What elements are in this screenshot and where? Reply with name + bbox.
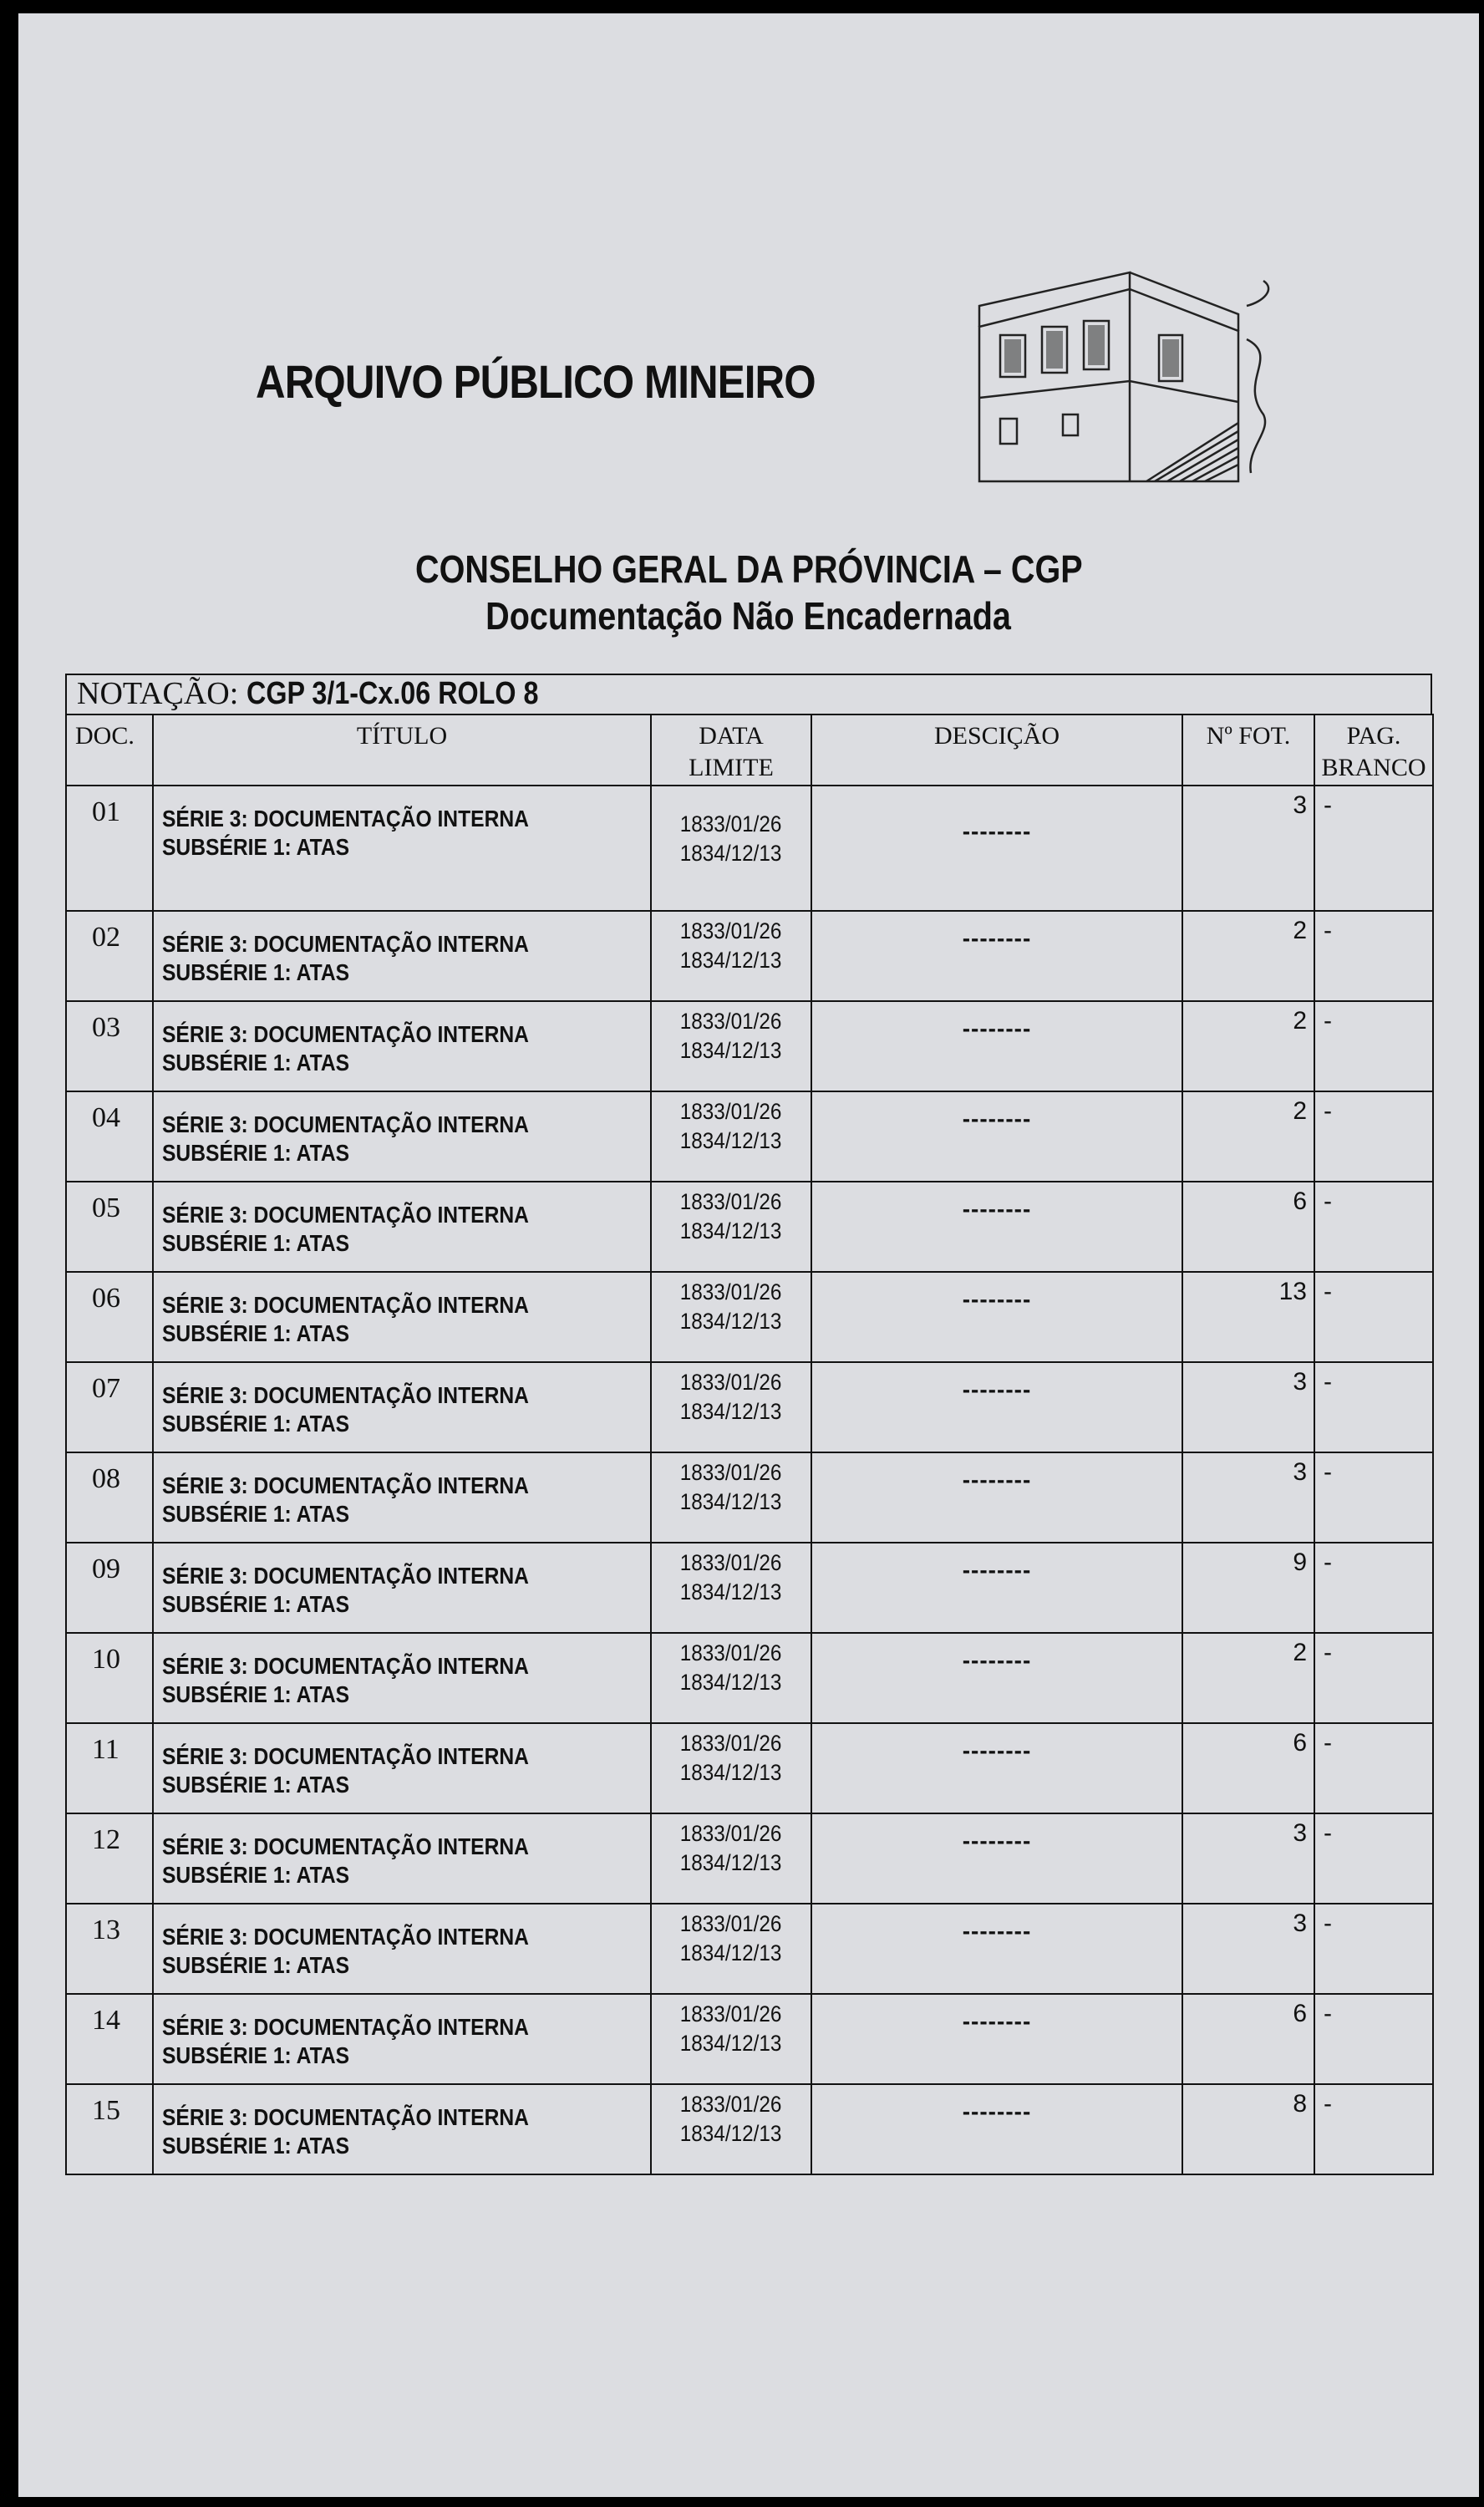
description: --------: [811, 911, 1182, 1001]
serie-text: SÉRIE 3: DOCUMENTAÇÃO INTERNA: [162, 1924, 529, 1950]
date-start: 1833/01/26: [680, 1189, 782, 1214]
date-start: 1833/01/26: [680, 1550, 782, 1575]
archive-building-logo-icon: [963, 256, 1280, 498]
date-start: 1833/01/26: [680, 1009, 782, 1034]
table-row: [66, 1452, 1433, 1543]
date-start: 1833/01/26: [680, 1279, 782, 1304]
notacao-label: NOTAÇÃO:: [77, 676, 239, 711]
subserie-text: SUBSÉRIE 1: ATAS: [162, 1050, 350, 1076]
table-row: [66, 1543, 1433, 1633]
doc-title: [153, 2084, 651, 2174]
col-data: DATA LIMITE: [651, 714, 811, 786]
blank-pages: -: [1314, 1723, 1433, 1813]
date-end: 1834/12/13: [680, 1128, 782, 1153]
description: --------: [811, 1904, 1182, 1994]
serie-text: SÉRIE 3: DOCUMENTAÇÃO INTERNA: [162, 806, 529, 831]
description: --------: [811, 1543, 1182, 1633]
serie-text: SÉRIE 3: DOCUMENTAÇÃO INTERNA: [162, 1653, 529, 1679]
doc-number: 05: [66, 1182, 153, 1272]
institution-title: ARQUIVO PÚBLICO MINEIRO: [256, 355, 816, 408]
date-end: 1834/12/13: [680, 1579, 782, 1604]
date-range: [651, 911, 811, 1001]
doc-number: 06: [66, 1272, 153, 1362]
photo-count: 13: [1182, 1272, 1314, 1362]
photo-count: 3: [1182, 1904, 1314, 1994]
date-end: 1834/12/13: [680, 1218, 782, 1243]
photo-count: 3: [1182, 786, 1314, 911]
serie-text: SÉRIE 3: DOCUMENTAÇÃO INTERNA: [162, 1563, 529, 1589]
date-start: 1833/01/26: [680, 918, 782, 943]
date-end: 1834/12/13: [680, 841, 782, 866]
subserie-text: SUBSÉRIE 1: ATAS: [162, 959, 350, 985]
blank-pages: -: [1314, 1813, 1433, 1904]
date-end: 1834/12/13: [680, 1038, 782, 1063]
doc-title: [153, 1182, 651, 1272]
table-row: [66, 786, 1433, 911]
table-row: [66, 911, 1433, 1001]
blank-pages: -: [1314, 786, 1433, 911]
subserie-text: SUBSÉRIE 1: ATAS: [162, 1772, 350, 1798]
date-range: [651, 1994, 811, 2084]
notacao-value: CGP 3/1-Cx.06 ROLO 8: [246, 676, 539, 711]
notacao-row: [65, 674, 1432, 714]
col-doc: DOC.: [66, 714, 153, 786]
subserie-text: SUBSÉRIE 1: ATAS: [162, 1862, 350, 1888]
date-end: 1834/12/13: [680, 948, 782, 973]
subserie-text: SUBSÉRIE 1: ATAS: [162, 1591, 350, 1617]
photo-count: 3: [1182, 1362, 1314, 1452]
photo-count: 2: [1182, 1633, 1314, 1723]
doc-title: [153, 1633, 651, 1723]
col-descricao: DESCIÇÃO: [811, 714, 1182, 786]
doc-number: 04: [66, 1091, 153, 1182]
document-sheet: [18, 13, 1479, 2497]
date-range: [651, 1904, 811, 1994]
date-start: 1833/01/26: [680, 1821, 782, 1846]
description: --------: [811, 1813, 1182, 1904]
date-start: 1833/01/26: [680, 1370, 782, 1395]
serie-text: SÉRIE 3: DOCUMENTAÇÃO INTERNA: [162, 1833, 529, 1859]
date-range: [651, 2084, 811, 2174]
table-row: [66, 1182, 1433, 1272]
blank-pages: -: [1314, 1091, 1433, 1182]
table-row: [66, 1001, 1433, 1091]
date-range: [651, 1091, 811, 1182]
description: --------: [811, 1633, 1182, 1723]
serie-text: SÉRIE 3: DOCUMENTAÇÃO INTERNA: [162, 2104, 529, 2130]
subserie-text: SUBSÉRIE 1: ATAS: [162, 2133, 350, 2159]
blank-pages: -: [1314, 1633, 1433, 1723]
date-range: [651, 1272, 811, 1362]
blank-pages: -: [1314, 911, 1433, 1001]
doc-title: [153, 786, 651, 911]
doc-title: [153, 1091, 651, 1182]
doc-title: [153, 1272, 651, 1362]
table-row: [66, 1813, 1433, 1904]
date-end: 1834/12/13: [680, 2031, 782, 2056]
date-range: [651, 1633, 811, 1723]
doc-number: 10: [66, 1633, 153, 1723]
subserie-text: SUBSÉRIE 1: ATAS: [162, 1140, 350, 1166]
date-range: [651, 1182, 811, 1272]
table-row: [66, 1633, 1433, 1723]
collection-title: Documentação Não Encadernada: [485, 594, 1012, 638]
doc-title: [153, 911, 651, 1001]
doc-number: 07: [66, 1362, 153, 1452]
doc-number: 03: [66, 1001, 153, 1091]
col-titulo: TÍTULO: [153, 714, 651, 786]
subserie-text: SUBSÉRIE 1: ATAS: [162, 1411, 350, 1437]
doc-title: [153, 1543, 651, 1633]
date-start: 1833/01/26: [680, 1911, 782, 1936]
photo-count: 3: [1182, 1452, 1314, 1543]
table-row: [66, 1904, 1433, 1994]
col-fot: Nº FOT.: [1182, 714, 1314, 786]
photo-count: 2: [1182, 1001, 1314, 1091]
photo-count: 6: [1182, 1723, 1314, 1813]
photo-count: 6: [1182, 1182, 1314, 1272]
serie-text: SÉRIE 3: DOCUMENTAÇÃO INTERNA: [162, 1743, 529, 1769]
date-range: [651, 1362, 811, 1452]
description: --------: [811, 2084, 1182, 2174]
date-end: 1834/12/13: [680, 2121, 782, 2146]
blank-pages: -: [1314, 1001, 1433, 1091]
serie-text: SÉRIE 3: DOCUMENTAÇÃO INTERNA: [162, 1292, 529, 1318]
blank-pages: -: [1314, 1543, 1433, 1633]
date-end: 1834/12/13: [680, 1309, 782, 1334]
date-start: 1833/01/26: [680, 1640, 782, 1665]
date-range: [651, 1543, 811, 1633]
photo-count: 2: [1182, 1091, 1314, 1182]
blank-pages: -: [1314, 1362, 1433, 1452]
subserie-text: SUBSÉRIE 1: ATAS: [162, 1952, 350, 1978]
description: --------: [811, 1091, 1182, 1182]
doc-number: 15: [66, 2084, 153, 2174]
serie-text: SÉRIE 3: DOCUMENTAÇÃO INTERNA: [162, 1382, 529, 1408]
subserie-text: SUBSÉRIE 1: ATAS: [162, 1230, 350, 1256]
date-end: 1834/12/13: [680, 1399, 782, 1424]
date-range: [651, 1001, 811, 1091]
serie-text: SÉRIE 3: DOCUMENTAÇÃO INTERNA: [162, 1202, 529, 1228]
date-start: 1833/01/26: [680, 1460, 782, 1485]
date-start: 1833/01/26: [680, 1731, 782, 1756]
date-start: 1833/01/26: [680, 811, 782, 837]
doc-number: 01: [66, 786, 153, 911]
table-row: [66, 1994, 1433, 2084]
blank-pages: -: [1314, 1994, 1433, 2084]
doc-title: [153, 1994, 651, 2084]
date-end: 1834/12/13: [680, 1760, 782, 1785]
table-header-row: [66, 714, 1433, 786]
serie-text: SÉRIE 3: DOCUMENTAÇÃO INTERNA: [162, 931, 529, 957]
doc-title: [153, 1813, 651, 1904]
blank-pages: -: [1314, 2084, 1433, 2174]
doc-title: [153, 1723, 651, 1813]
date-end: 1834/12/13: [680, 1940, 782, 1965]
doc-number: 11: [66, 1723, 153, 1813]
description: --------: [811, 786, 1182, 911]
date-start: 1833/01/26: [680, 2001, 782, 2026]
description: --------: [811, 1723, 1182, 1813]
date-end: 1834/12/13: [680, 1850, 782, 1875]
serie-text: SÉRIE 3: DOCUMENTAÇÃO INTERNA: [162, 1021, 529, 1047]
date-start: 1833/01/26: [680, 2092, 782, 2117]
serie-text: SÉRIE 3: DOCUMENTAÇÃO INTERNA: [162, 1472, 529, 1498]
table-row: [66, 2084, 1433, 2174]
serie-text: SÉRIE 3: DOCUMENTAÇÃO INTERNA: [162, 1111, 529, 1137]
doc-title: [153, 1452, 651, 1543]
doc-title: [153, 1362, 651, 1452]
fund-title: CONSELHO GERAL DA PRÓVINCIA – CGP: [414, 547, 1083, 591]
doc-number: 14: [66, 1994, 153, 2084]
table-row: [66, 1091, 1433, 1182]
inventory-table: [65, 674, 1432, 2175]
photo-count: 6: [1182, 1994, 1314, 2084]
subserie-text: SUBSÉRIE 1: ATAS: [162, 2042, 350, 2068]
date-end: 1834/12/13: [680, 1489, 782, 1514]
date-start: 1833/01/26: [680, 1099, 782, 1124]
serie-text: SÉRIE 3: DOCUMENTAÇÃO INTERNA: [162, 2014, 529, 2040]
photo-count: 2: [1182, 911, 1314, 1001]
doc-number: 08: [66, 1452, 153, 1543]
photo-count: 9: [1182, 1543, 1314, 1633]
date-range: [651, 1723, 811, 1813]
photo-count: 3: [1182, 1813, 1314, 1904]
doc-number: 12: [66, 1813, 153, 1904]
date-range: [651, 1813, 811, 1904]
photo-count: 8: [1182, 2084, 1314, 2174]
table-row: [66, 1723, 1433, 1813]
date-range: [651, 786, 811, 911]
blank-pages: -: [1314, 1904, 1433, 1994]
col-branco: PAG. BRANCO: [1314, 714, 1433, 786]
doc-number: 02: [66, 911, 153, 1001]
subserie-text: SUBSÉRIE 1: ATAS: [162, 1501, 350, 1527]
blank-pages: -: [1314, 1272, 1433, 1362]
description: --------: [811, 1182, 1182, 1272]
date-end: 1834/12/13: [680, 1670, 782, 1695]
doc-number: 13: [66, 1904, 153, 1994]
subserie-text: SUBSÉRIE 1: ATAS: [162, 1320, 350, 1346]
table-row: [66, 1272, 1433, 1362]
doc-title: [153, 1904, 651, 1994]
description: --------: [811, 1452, 1182, 1543]
subserie-text: SUBSÉRIE 1: ATAS: [162, 1681, 350, 1707]
blank-pages: -: [1314, 1182, 1433, 1272]
date-range: [651, 1452, 811, 1543]
doc-number: 09: [66, 1543, 153, 1633]
description: --------: [811, 1272, 1182, 1362]
blank-pages: -: [1314, 1452, 1433, 1543]
description: --------: [811, 1994, 1182, 2084]
description: --------: [811, 1362, 1182, 1452]
description: --------: [811, 1001, 1182, 1091]
subserie-text: SUBSÉRIE 1: ATAS: [162, 834, 350, 860]
table-row: [66, 1362, 1433, 1452]
doc-title: [153, 1001, 651, 1091]
